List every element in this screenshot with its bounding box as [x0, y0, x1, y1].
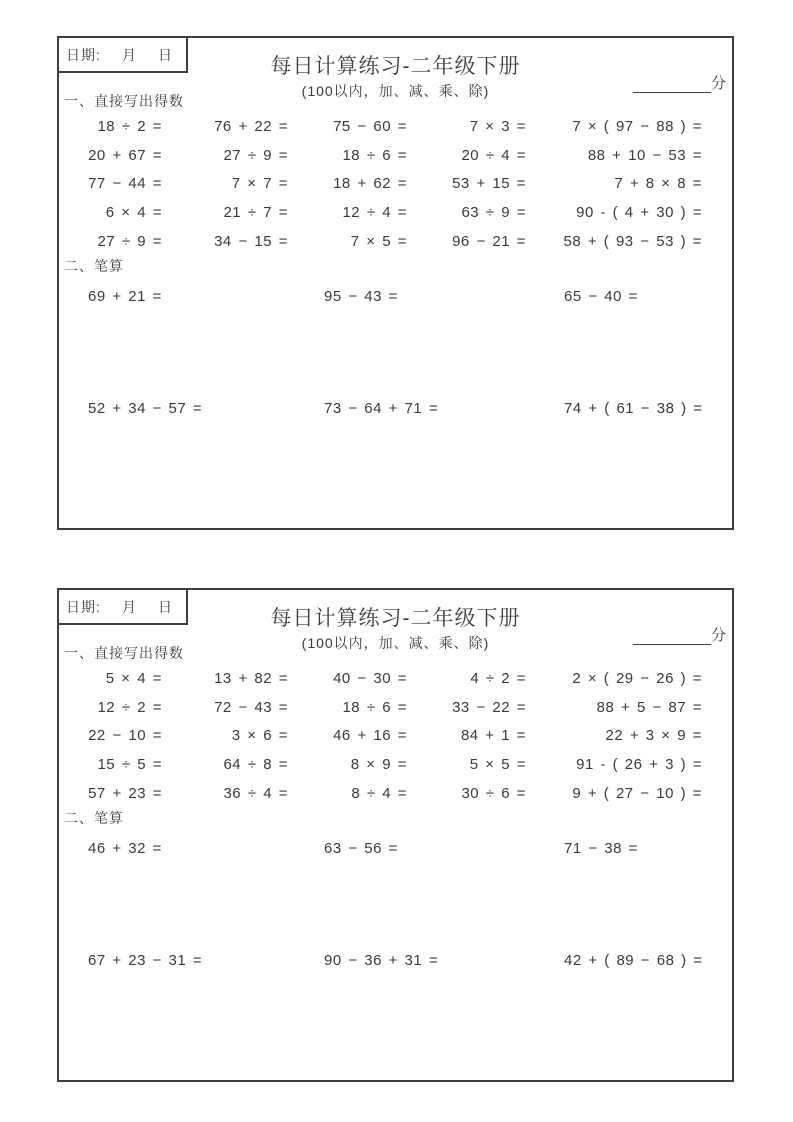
section1-label: 一、直接写出得数 — [64, 645, 184, 661]
problem-cell: 13 + 82 = — [214, 669, 288, 687]
problem-cell: 18 ÷ 6 = — [342, 698, 407, 716]
problem-cell: 95 − 43 = — [324, 288, 398, 305]
written-work-area — [69, 975, 722, 1075]
score-blank-line — [633, 76, 711, 93]
section2-problem-row — [88, 288, 726, 305]
problem-cell: 20 + 67 = — [88, 146, 162, 164]
problem-cell: 7 × 5 = — [350, 232, 407, 250]
problem-cell: 73 − 64 + 71 = — [324, 400, 439, 417]
score-unit-label: 分 — [710, 627, 726, 644]
page-title: 每日计算练习-二年级下册 — [270, 607, 521, 630]
problem-cell: 5 × 4 = — [105, 669, 162, 687]
problem-cell: 71 − 38 = — [564, 840, 638, 857]
problem-cell: 27 ÷ 9 = — [223, 146, 288, 164]
problem-cell: 46 + 16 = — [333, 727, 407, 745]
written-work-area — [69, 423, 722, 523]
problem-cell: 90 - ( 4 + 30 ) = — [576, 203, 702, 221]
problem-cell: 12 ÷ 2 = — [97, 698, 162, 716]
problem-cell: 18 ÷ 2 = — [97, 117, 162, 135]
problem-cell: 20 ÷ 4 = — [461, 146, 526, 164]
section2-problem-row — [88, 400, 726, 417]
problem-cell: 90 − 36 + 31 = — [324, 952, 439, 969]
problem-cell: 8 × 9 = — [350, 755, 407, 773]
problem-cell: 63 ÷ 9 = — [461, 203, 526, 221]
written-work-area — [69, 308, 722, 393]
problem-cell: 91 - ( 26 + 3 ) = — [576, 755, 702, 773]
worksheet-1 — [57, 36, 734, 530]
problem-cell: 9 + ( 27 − 10 ) = — [572, 784, 702, 802]
problem-cell: 74 + ( 61 − 38 ) = — [564, 400, 703, 417]
problem-cell: 2 × ( 29 − 26 ) = — [572, 669, 702, 687]
date-label: 日期: — [66, 598, 101, 615]
problem-cell: 46 + 32 = — [88, 840, 162, 857]
problem-cell: 7 × ( 97 − 88 ) = — [572, 117, 702, 135]
problem-cell: 84 + 1 = — [460, 727, 526, 745]
problem-cell: 34 − 15 = — [214, 232, 288, 250]
problem-cell: 30 ÷ 6 = — [461, 784, 526, 802]
problem-cell: 7 × 7 = — [231, 175, 288, 193]
problem-cell: 72 − 43 = — [214, 698, 288, 716]
section2-label: 二、笔算 — [64, 258, 124, 274]
problem-cell: 18 ÷ 6 = — [342, 146, 407, 164]
problem-cell: 22 + 3 × 9 = — [605, 727, 702, 745]
section1-problem-grid — [59, 112, 702, 255]
problem-cell: 7 × 3 = — [469, 117, 526, 135]
problem-cell: 3 × 6 = — [231, 727, 288, 745]
problem-cell: 57 + 23 = — [88, 784, 162, 802]
problem-cell: 52 + 34 − 57 = — [88, 400, 203, 417]
section2-problem-row — [88, 840, 726, 857]
problem-cell: 27 ÷ 9 = — [97, 232, 162, 250]
problem-cell: 58 + ( 93 − 53 ) = — [563, 232, 702, 250]
day-label: 日 — [157, 46, 173, 63]
score-unit-label: 分 — [710, 75, 726, 92]
problem-cell: 76 + 22 = — [214, 117, 288, 135]
section1-problem-grid — [59, 664, 702, 807]
page-title: 每日计算练习-二年级下册 — [270, 55, 521, 78]
score-field — [633, 72, 726, 93]
month-label: 月 — [121, 46, 137, 63]
problem-cell: 6 × 4 = — [105, 203, 162, 221]
problem-cell: 88 + 5 − 87 = — [596, 698, 702, 716]
problem-cell: 40 − 30 = — [333, 669, 407, 687]
problem-cell: 8 ÷ 4 = — [351, 784, 407, 802]
section2-label: 二、笔算 — [64, 810, 124, 826]
section1-label: 一、直接写出得数 — [64, 93, 184, 109]
problem-cell: 69 + 21 = — [88, 288, 162, 305]
problem-cell: 67 + 23 − 31 = — [88, 952, 203, 969]
problem-cell: 4 ÷ 2 = — [470, 669, 526, 687]
date-label: 日期: — [66, 46, 101, 63]
problem-cell: 18 + 62 = — [333, 175, 407, 193]
written-work-area — [69, 860, 722, 945]
problem-cell: 77 − 44 = — [88, 175, 162, 193]
problem-cell: 53 + 15 = — [452, 175, 526, 193]
section2-problem-row — [88, 952, 726, 969]
problem-cell: 7 + 8 × 8 = — [614, 175, 702, 193]
score-blank-line — [633, 628, 711, 645]
problem-cell: 65 − 40 = — [564, 288, 638, 305]
problem-cell: 36 ÷ 4 = — [223, 784, 288, 802]
problem-cell: 96 − 21 = — [452, 232, 526, 250]
problem-cell: 42 + ( 89 − 68 ) = — [564, 952, 703, 969]
month-label: 月 — [121, 598, 137, 615]
page-subtitle: (100以内，加、减、乘、除) — [301, 635, 490, 651]
problem-cell: 63 − 56 = — [324, 840, 398, 857]
page-subtitle: (100以内，加、减、乘、除) — [301, 83, 490, 99]
problem-cell: 75 − 60 = — [333, 117, 407, 135]
day-label: 日 — [157, 598, 173, 615]
problem-cell: 15 ÷ 5 = — [97, 755, 162, 773]
problem-cell: 12 ÷ 4 = — [342, 203, 407, 221]
problem-cell: 22 − 10 = — [88, 727, 162, 745]
problem-cell: 88 + 10 − 53 = — [587, 146, 702, 164]
problem-cell: 21 ÷ 7 = — [223, 203, 288, 221]
problem-cell: 64 ÷ 8 = — [223, 755, 288, 773]
problem-cell: 5 × 5 = — [469, 755, 526, 773]
problem-cell: 33 − 22 = — [452, 698, 526, 716]
worksheet-2 — [57, 588, 734, 1082]
score-field — [633, 624, 726, 645]
